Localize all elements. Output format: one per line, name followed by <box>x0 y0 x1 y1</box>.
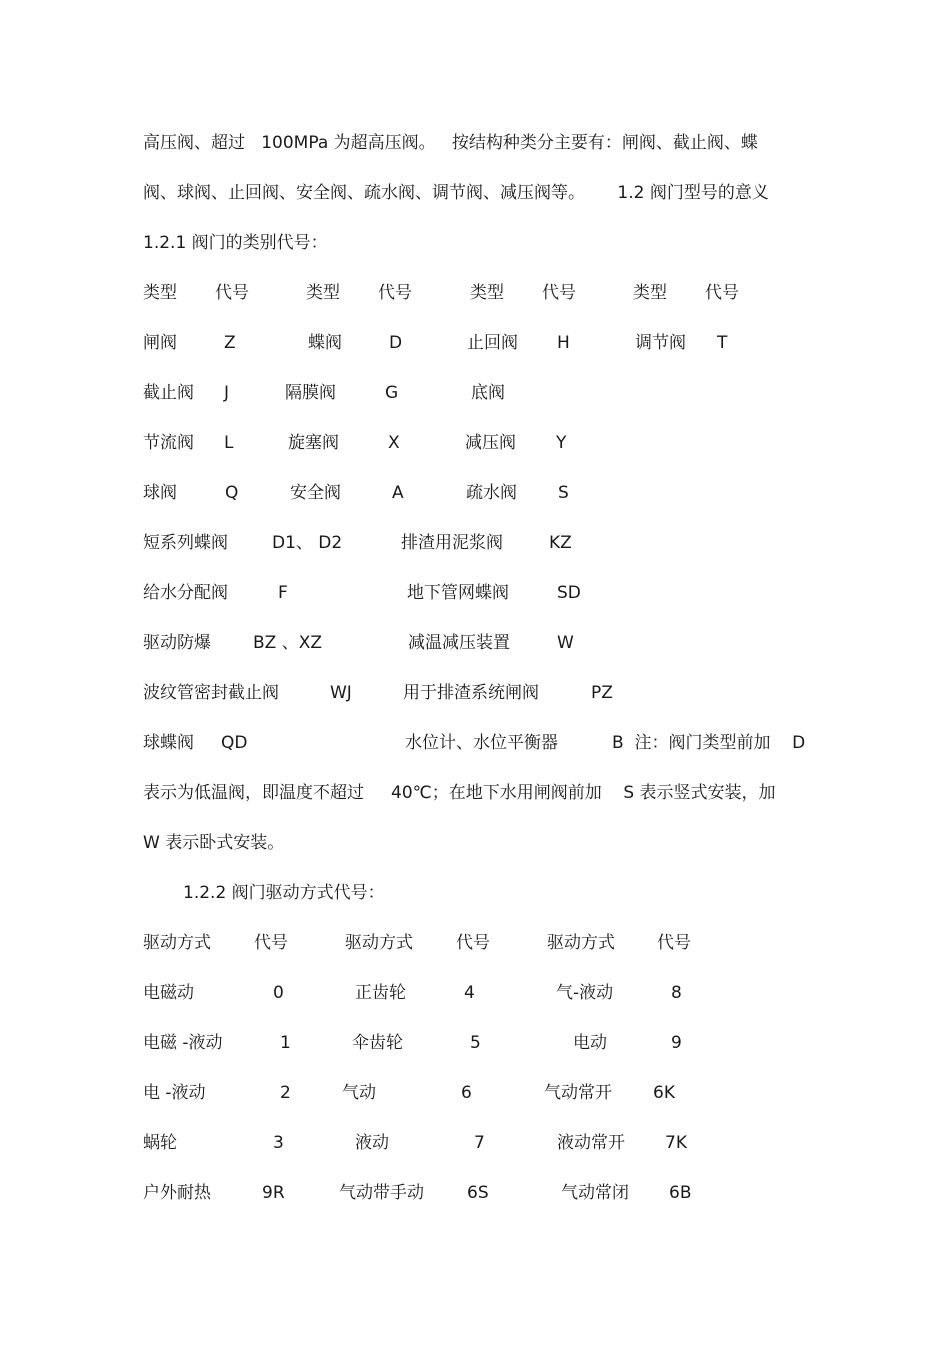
table-cell: F <box>278 583 288 603</box>
table-cell: D1、 D2 <box>272 533 343 553</box>
table-cell: W <box>557 633 574 653</box>
section-heading: 1.2.2 阀门驱动方式代号： <box>183 883 385 903</box>
table-cell: 9R <box>262 1183 285 1203</box>
table-cell: 电 -液动 <box>143 1083 206 1103</box>
table-header-cell: 代号 <box>456 933 490 953</box>
table-cell: QD <box>221 733 248 753</box>
table-cell: 液动常开 <box>557 1133 625 1153</box>
table-cell: H <box>557 333 570 353</box>
table-cell: A <box>392 483 404 503</box>
table-cell: KZ <box>549 533 572 553</box>
table-cell: 电磁动 <box>143 983 194 1003</box>
table-cell: 6B <box>669 1183 692 1203</box>
table-cell: T <box>717 333 728 353</box>
table-header-cell: 代号 <box>542 283 576 303</box>
table-header-cell: 驱动方式 <box>143 933 211 953</box>
table-cell: 水位计、水位平衡器 <box>405 733 558 753</box>
table-cell: 波纹管密封截止阀 <box>143 683 279 703</box>
table-cell: G <box>385 383 399 403</box>
table-cell: Z <box>224 333 236 353</box>
table-cell: 止回阀 <box>467 333 518 353</box>
table-cell: S <box>558 483 569 503</box>
table-cell: 安全阀 <box>290 483 341 503</box>
table-cell: 气-液动 <box>556 983 614 1003</box>
table-cell: 伞齿轮 <box>352 1033 403 1053</box>
table-cell: 截止阀 <box>143 383 194 403</box>
table-header-cell: 驱动方式 <box>547 933 615 953</box>
table-cell-note: B 注：阀门类型前加 D <box>612 733 806 753</box>
table-cell: 电动 <box>573 1033 607 1053</box>
table-cell: 5 <box>470 1033 481 1053</box>
table-cell: 蝶阀 <box>308 333 342 353</box>
table-cell: 隔膜阀 <box>285 383 336 403</box>
table-cell: 排渣用泥浆阀 <box>401 533 503 553</box>
table-cell: 短系列蝶阀 <box>143 533 228 553</box>
table-cell: 地下管网蝶阀 <box>407 583 509 603</box>
table-header-cell: 代号 <box>705 283 739 303</box>
table-cell: WJ <box>330 683 352 703</box>
table-cell: 3 <box>273 1133 284 1153</box>
table-cell: BZ 、XZ <box>253 633 323 653</box>
table-cell: 减温减压装置 <box>408 633 510 653</box>
table-cell: 驱动防爆 <box>143 633 211 653</box>
paragraph-line: 阀、球阀、止回阀、安全阀、疏水阀、调节阀、减压阀等。 1.2 阀门型号的意义 <box>143 183 769 203</box>
table-cell: SD <box>557 583 581 603</box>
table-cell: 旋塞阀 <box>288 433 339 453</box>
table-cell: L <box>224 433 234 453</box>
table-cell: Q <box>225 483 239 503</box>
table-cell: 调节阀 <box>635 333 686 353</box>
table-cell: 节流阀 <box>143 433 194 453</box>
table-cell: 7 <box>474 1133 485 1153</box>
table-cell: 液动 <box>355 1133 389 1153</box>
table-cell: D <box>389 333 403 353</box>
table-cell: 气动常开 <box>544 1083 612 1103</box>
table-cell: 正齿轮 <box>355 983 406 1003</box>
table-cell: 用于排渣系统闸阀 <box>403 683 539 703</box>
table-cell: 0 <box>273 983 284 1003</box>
table-header-cell: 代号 <box>378 283 412 303</box>
table-header-cell: 类型 <box>306 283 340 303</box>
table-cell: 气动带手动 <box>339 1183 424 1203</box>
table-cell: 疏水阀 <box>466 483 517 503</box>
table-cell: 7K <box>665 1133 687 1153</box>
section-heading: 1.2.1 阀门的类别代号： <box>143 233 328 253</box>
table-cell: J <box>224 383 230 403</box>
table-cell: 8 <box>671 983 682 1003</box>
table-cell: 6K <box>653 1083 675 1103</box>
table-cell: 闸阀 <box>143 333 177 353</box>
table-cell: X <box>388 433 400 453</box>
table-header-cell: 类型 <box>470 283 504 303</box>
table-header-cell: 代号 <box>215 283 249 303</box>
table-cell: 户外耐热 <box>143 1183 211 1203</box>
table-cell: 6 <box>461 1083 472 1103</box>
table-cell: 1 <box>280 1033 291 1053</box>
table-cell: 底阀 <box>471 383 505 403</box>
note-line: W 表示卧式安装。 <box>143 833 285 853</box>
table-header-cell: 类型 <box>143 283 177 303</box>
table-cell: 给水分配阀 <box>143 583 228 603</box>
table-cell: 气动常闭 <box>561 1183 629 1203</box>
table-cell: 球蝶阀 <box>143 733 194 753</box>
table-cell: 9 <box>671 1033 682 1053</box>
table-header-cell: 代号 <box>254 933 288 953</box>
table-cell: 电磁 -液动 <box>143 1033 223 1053</box>
table-header-cell: 驱动方式 <box>345 933 413 953</box>
table-cell: 减压阀 <box>465 433 516 453</box>
table-cell: 6S <box>467 1183 489 1203</box>
table-cell: 球阀 <box>143 483 177 503</box>
table-cell: 2 <box>280 1083 291 1103</box>
table-header-cell: 类型 <box>633 283 667 303</box>
note-line: 表示为低温阀，即温度不超过 40℃；在地下水用闸阀前加 S 表示竖式安装，加 <box>143 783 776 803</box>
table-cell: 气动 <box>342 1083 376 1103</box>
table-cell: PZ <box>591 683 613 703</box>
table-header-cell: 代号 <box>657 933 691 953</box>
table-cell: 蜗轮 <box>143 1133 177 1153</box>
table-cell: Y <box>556 433 567 453</box>
paragraph-line: 高压阀、超过 100MPa 为超高压阀。 按结构种类分主要有：闸阀、截止阀、蝶 <box>143 133 758 153</box>
table-cell: 4 <box>464 983 475 1003</box>
